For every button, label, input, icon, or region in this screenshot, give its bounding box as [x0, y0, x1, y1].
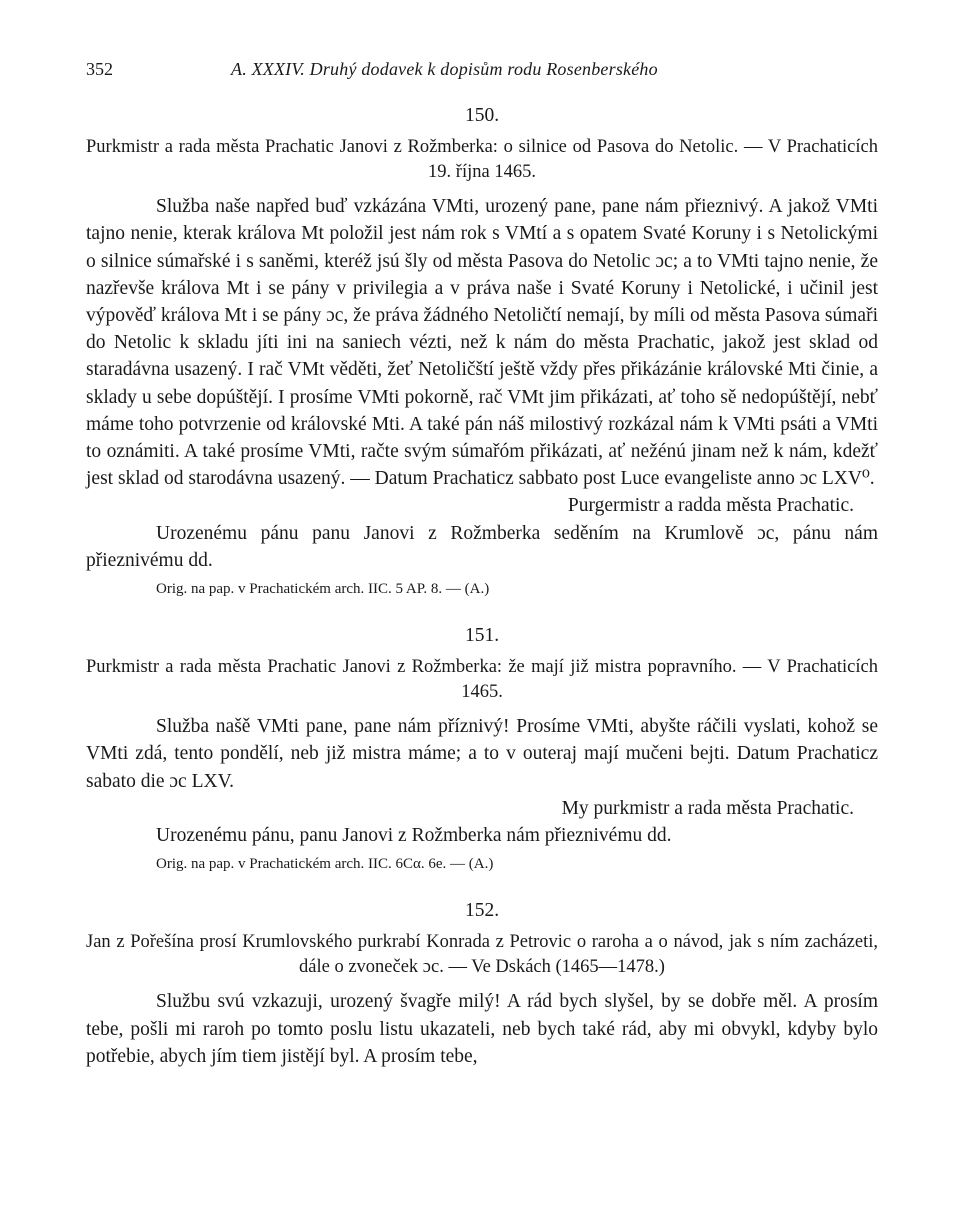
document-signature: My purkmistr a rada města Prachatic. — [561, 797, 854, 819]
document-regest: Purkmistr a rada města Prachatic Janovi z Rožmberka: o silnice od Pasova do Netolic. — V Prachaticích 19. října 1465. — [86, 137, 878, 183]
document-number: 152. — [464, 900, 500, 922]
running-header — [86, 56, 878, 90]
document-body: Službu svú vzkazuji, urozený švagře milý! A rád bych slyšel, by se dobře měl. A prosím tebe, pošli mi raroh po tomto poslu listu ukazateli, neb bych také rád, aby mi obvykl, kdyby bylo potřebie, abych jím tiem jistějí byl. A prosím tebe, — [86, 991, 878, 1067]
document-151 — [86, 610, 878, 875]
document-number: 151. — [464, 625, 500, 647]
document-body: Služba naše napřed buď vzkázána VMti, urozený pane, pane nám přieznivý. A jakož VMti tajno nenie, kterak králova Mt položil jest nám rok s VMtí a s opatem Svaté Koruny i s Netolickými o silnice súmařské i s saněmi, kteréž jsú šly od města Pasova do Netolic ɔc; a to VMti tajno nenie, že nazřevše králova Mt i se pány v privilegia a v práva naše i Svaté Koruny i Netolické, i učinil jest výpověď králova Mt i se pány ɔc, že práva žádného Netoličtí nemají, by míli od města Pasova súmaři do Netolic k skladu jíti ini na saniech vézti, než k nám do města Prachatic, jakož jest sklad od staradávna usazený. I rač VMt věděti, žeť Netoličští ještě vždy přes přikázánie královské Mti činie, a sklady u sebe dopúštějí. I prosíme VMti pokorně, rač VMt jim přikázati, ať toho sě nedopúštějí, nebť máme toho potvrzenie od královské Mti. A také pán náš milostivý rozkázal nám k VMti psáti a VMti to oznámiti. A také prosíme VMti, račte svým súmařóm přikázati, ať nežénú jinam než k nám, kdežť jest sklad od starodávna usazený. — Datum Prachaticz sabbato post Luce evangeliste anno ɔc LXV⁰. — [86, 196, 878, 490]
document-signature: Purgermistr a radda města Prachatic. — [567, 495, 854, 517]
document-page — [86, 56, 878, 1070]
source-note: Orig. na pap. v Prachatickém arch. IIC. 5 AP. 8. — (A.) — [156, 581, 490, 598]
document-regest: Purkmistr a rada města Prachatic Janovi z Rožmberka: že mají již mistra popravního. — V Prachaticích 1465. — [86, 657, 878, 703]
document-150 — [86, 90, 878, 600]
document-address: Urozenému pánu, panu Janovi z Rožmberka nám přieznivému dd. — [156, 825, 672, 847]
source-note: Orig. na pap. v Prachatickém arch. IIC. 6Cα. 6e. — (A.) — [156, 856, 494, 873]
document-regest: Jan z Pořešína prosí Krumlovského purkrabí Konrada z Petrovic o raroha a o návod, jak s ním zacházeti, dále o zvoneček ɔc. — Ve Dskách (1465—1478.) — [86, 932, 878, 978]
page-number: 352 — [86, 59, 113, 79]
document-152 — [86, 885, 878, 1070]
document-number: 150. — [464, 105, 500, 126]
running-title: A. XXXIV. Druhý dodavek k dopisům rodu Rosenberského — [231, 59, 658, 79]
document-address: Urozenému pánu panu Janovi z Rožmberka seděním na Krumlově ɔc, pánu nám přieznivému dd. — [86, 522, 878, 571]
document-body: Služba našě VMti pane, pane nám příznivý! Prosíme VMti, abyšte ráčili vyslati, kohož se VMti zdá, tento pondělí, neb již mistra máme; a to v outeraj mají mučeni bejti. Datum Prachaticz sabato die ɔc LXV. — [86, 716, 878, 792]
